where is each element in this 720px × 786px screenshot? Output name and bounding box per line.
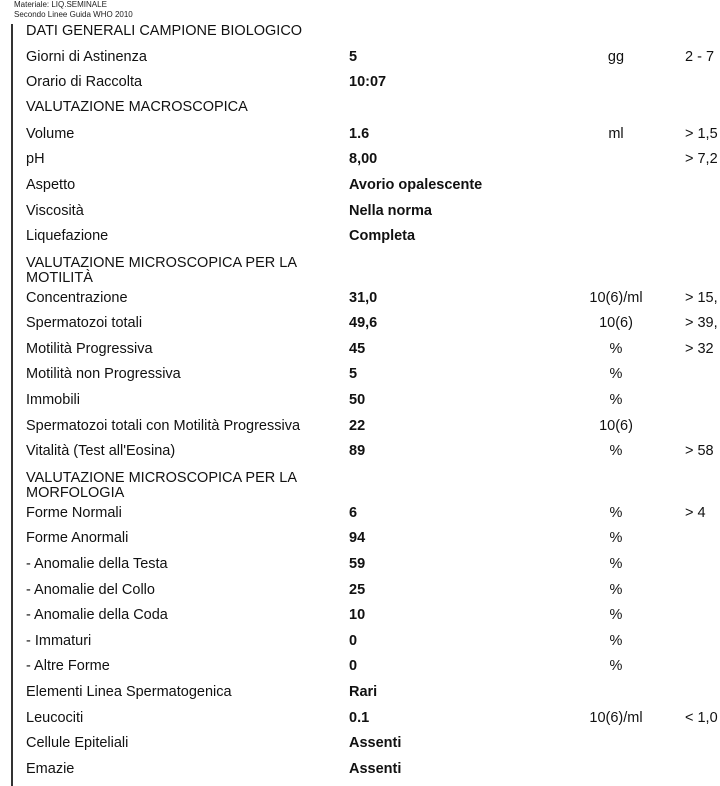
test-value: 5 — [349, 366, 358, 382]
test-name: - Altre Forme — [26, 658, 110, 674]
section-title: DATI GENERALI CAMPIONE BIOLOGICO — [26, 23, 303, 39]
test-name: - Anomalie della Coda — [26, 607, 168, 623]
result-row — [0, 633, 720, 655]
test-unit: 10(6)/ml — [589, 710, 643, 726]
test-value: Completa — [349, 228, 416, 244]
test-value: Rari — [349, 684, 378, 700]
test-value: 50 — [349, 392, 366, 408]
test-unit: ml — [608, 126, 624, 142]
result-row — [0, 556, 720, 578]
test-unit: % — [609, 582, 623, 598]
test-value: 49,6 — [349, 315, 378, 331]
test-value: 25 — [349, 582, 366, 598]
test-value: 6 — [349, 505, 358, 521]
test-value: 8,00 — [349, 151, 378, 167]
test-unit: % — [609, 505, 623, 521]
test-name: Volume — [26, 126, 75, 142]
test-name: Giorni di Astinenza — [26, 49, 147, 65]
test-value: 10:07 — [349, 74, 387, 90]
test-value: 0 — [349, 658, 358, 674]
test-unit: % — [609, 633, 623, 649]
test-name: Spermatozoi totali con Motilità Progressiva — [26, 418, 301, 434]
test-name: Immobili — [26, 392, 80, 408]
result-row — [0, 366, 720, 388]
result-row — [0, 684, 720, 706]
test-unit: % — [609, 607, 623, 623]
test-value: Avorio opalescente — [349, 177, 483, 193]
test-name: - Anomalie del Collo — [26, 582, 155, 598]
test-name: Emazie — [26, 761, 75, 777]
test-name: Forme Normali — [26, 505, 122, 521]
test-name: Aspetto — [26, 177, 76, 193]
reference-range: > 39, — [685, 315, 718, 331]
section-heading — [0, 24, 720, 46]
reference-range: > 32 — [685, 341, 714, 357]
test-name: Motilità Progressiva — [26, 341, 153, 357]
section-heading — [0, 255, 720, 286]
result-row — [0, 315, 720, 337]
test-value: 22 — [349, 418, 366, 434]
test-value: 10 — [349, 607, 366, 623]
result-row — [0, 290, 720, 312]
result-row — [0, 49, 720, 71]
test-name: Cellule Epiteliali — [26, 735, 129, 751]
test-name: Orario di Raccolta — [26, 74, 143, 90]
test-value: 1.6 — [349, 126, 370, 142]
result-row — [0, 710, 720, 732]
result-row — [0, 392, 720, 414]
result-row — [0, 735, 720, 757]
reference-range: > 58 — [685, 443, 714, 459]
reference-range: > 15, — [685, 290, 718, 306]
test-name: Viscosità — [26, 203, 84, 219]
section-title: VALUTAZIONE MACROSCOPICA — [26, 99, 248, 115]
section-heading — [0, 100, 720, 122]
section-heading — [0, 470, 720, 501]
reference-range: 2 - 7 — [685, 49, 715, 65]
guideline-line: Secondo Linee Guida WHO 2010 — [14, 10, 133, 19]
test-value: 0 — [349, 633, 358, 649]
test-name: pH — [26, 151, 45, 167]
result-row — [0, 74, 720, 96]
test-name: Motilità non Progressiva — [26, 366, 181, 382]
test-unit: % — [609, 392, 623, 408]
test-name: Vitalità (Test all'Eosina) — [26, 443, 176, 459]
test-unit: % — [609, 443, 623, 459]
test-name: Leucociti — [26, 710, 84, 726]
material-line: Materiale: LIQ.SEMINALE — [14, 0, 107, 9]
test-unit: 10(6)/ml — [589, 290, 643, 306]
section-title: VALUTAZIONE MICROSCOPICA PER LA MORFOLOGIA — [26, 470, 297, 501]
test-unit: % — [609, 366, 623, 382]
test-value: 59 — [349, 556, 366, 572]
test-name: - Anomalie della Testa — [26, 556, 168, 572]
result-row — [0, 658, 720, 680]
reference-range: > 1,5 — [685, 126, 718, 142]
test-name: - Immaturi — [26, 633, 92, 649]
result-row — [0, 607, 720, 629]
test-value: Nella norma — [349, 203, 432, 219]
result-row — [0, 151, 720, 173]
test-unit: % — [609, 341, 623, 357]
test-name: Concentrazione — [26, 290, 128, 306]
result-row — [0, 203, 720, 225]
result-row — [0, 761, 720, 783]
result-row — [0, 530, 720, 552]
section-title: VALUTAZIONE MICROSCOPICA PER LA MOTILITÀ — [26, 255, 297, 286]
test-value: Assenti — [349, 735, 402, 751]
reference-range: > 4 — [685, 505, 706, 521]
result-row — [0, 418, 720, 440]
test-unit: gg — [607, 49, 625, 65]
test-name: Forme Anormali — [26, 530, 129, 546]
test-unit: % — [609, 530, 623, 546]
test-name: Spermatozoi totali — [26, 315, 143, 331]
reference-range: > 7,2 — [685, 151, 718, 167]
reference-range: < 1,0 — [685, 710, 718, 726]
test-value: 0.1 — [349, 710, 370, 726]
result-row — [0, 505, 720, 527]
result-row — [0, 177, 720, 199]
test-value: 31,0 — [349, 290, 378, 306]
test-name: Liquefazione — [26, 228, 109, 244]
result-row — [0, 443, 720, 465]
test-value: 89 — [349, 443, 366, 459]
test-unit: 10(6) — [599, 418, 633, 434]
test-value: Assenti — [349, 761, 402, 777]
result-row — [0, 228, 720, 250]
test-unit: % — [609, 556, 623, 572]
result-row — [0, 582, 720, 604]
test-value: 94 — [349, 530, 366, 546]
result-row — [0, 341, 720, 363]
test-name: Elementi Linea Spermatogenica — [26, 684, 232, 700]
result-row — [0, 126, 720, 148]
test-value: 45 — [349, 341, 366, 357]
test-value: 5 — [349, 49, 358, 65]
test-unit: % — [609, 658, 623, 674]
report-header — [14, 0, 133, 20]
test-unit: 10(6) — [599, 315, 633, 331]
